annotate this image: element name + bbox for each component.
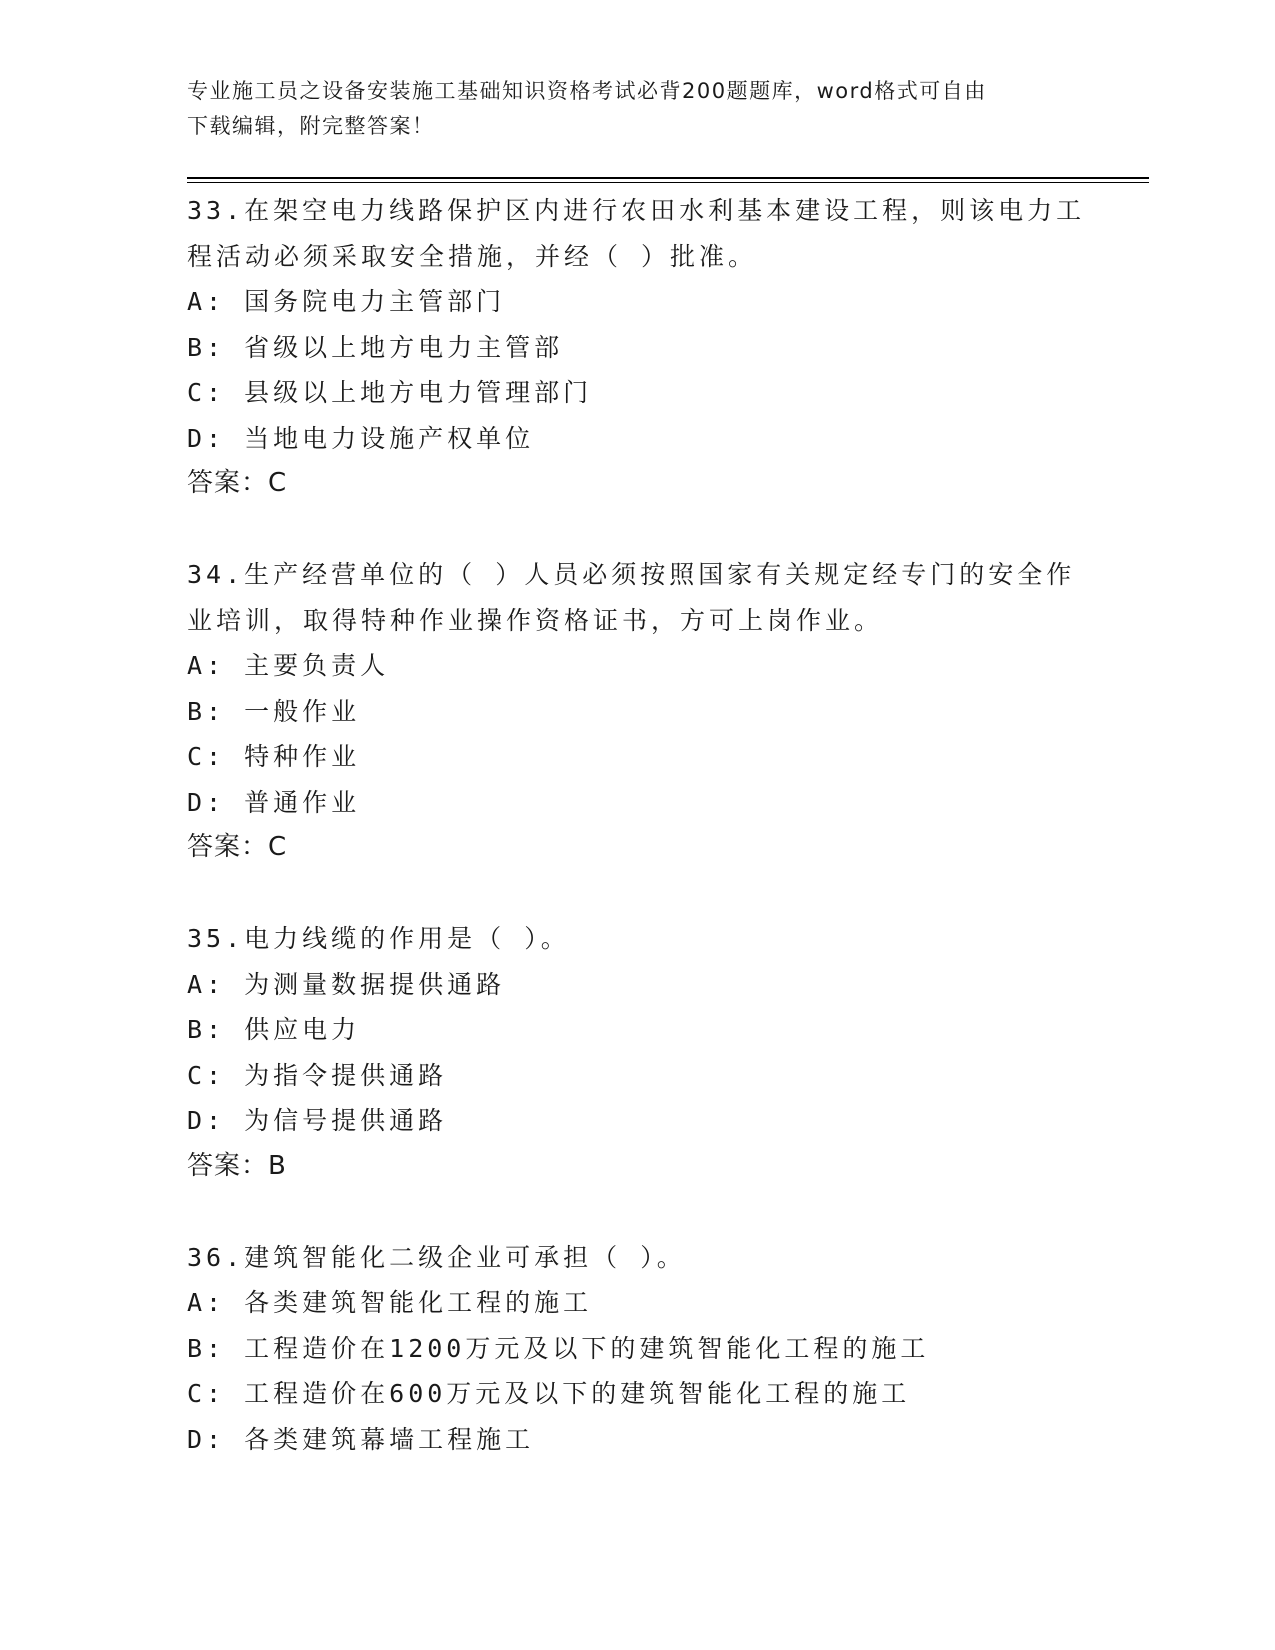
spacer xyxy=(187,507,1087,553)
spacer xyxy=(187,871,1087,917)
question-list xyxy=(187,188,1087,1462)
question-33 xyxy=(187,188,1087,507)
option-c: C: 为指令提供通路 xyxy=(187,1060,448,1090)
question-35 xyxy=(187,916,1087,1189)
question-stem: 36.建筑智能化二级企业可承担（ ）。 xyxy=(187,1242,686,1272)
option-d: D: 各类建筑幕墙工程施工 xyxy=(187,1424,535,1454)
option-a: A: 主要负责人 xyxy=(187,651,390,680)
option-c: C: 特种作业 xyxy=(187,742,361,771)
header-line-2: 下载编辑，附完整答案！ xyxy=(187,114,435,138)
question-36 xyxy=(187,1235,1087,1463)
question-stem: 34.生产经营单位的（ ）人员必须按照国家有关规定经专门的安全作 xyxy=(187,560,1076,589)
question-stem: 35.电力线缆的作用是（ ）。 xyxy=(187,924,570,953)
answer-line: 答案：C xyxy=(187,832,288,862)
header-rule-thin xyxy=(187,182,1149,183)
header-rule-thick xyxy=(187,177,1149,179)
option-b: B: 省级以上地方电力主管部 xyxy=(187,332,564,362)
document-header xyxy=(187,74,1087,144)
option-b: B: 工程造价在1200万元及以下的建筑智能化工程的施工 xyxy=(187,1333,930,1363)
option-a: A: 国务院电力主管部门 xyxy=(187,287,506,316)
header-line-1: 专业施工员之设备安装施工基础知识资格考试必背200题题库，word格式可自由 xyxy=(187,79,987,103)
option-d: D: 为信号提供通路 xyxy=(187,1106,448,1135)
option-b: B: 供应电力 xyxy=(187,1015,361,1044)
option-a: A: 为测量数据提供通路 xyxy=(187,969,506,999)
option-d: D: 普通作业 xyxy=(187,787,361,817)
answer-line: 答案：C xyxy=(187,468,288,498)
option-d: D: 当地电力设施产权单位 xyxy=(187,423,535,453)
option-b: B: 一般作业 xyxy=(187,696,361,726)
spacer xyxy=(187,1189,1087,1235)
question-stem: 程活动必须采取安全措施，并经（ ）批准。 xyxy=(187,241,758,271)
option-c: C: 县级以上地方电力管理部门 xyxy=(187,378,593,407)
option-c: C: 工程造价在600万元及以下的建筑智能化工程的施工 xyxy=(187,1379,911,1408)
question-34 xyxy=(187,552,1087,871)
question-stem: 业培训，取得特种作业操作资格证书，方可上岗作业。 xyxy=(187,605,884,635)
option-a: A: 各类建筑智能化工程的施工 xyxy=(187,1288,593,1317)
answer-line: 答案：B xyxy=(187,1150,287,1181)
question-stem: 33.在架空电力线路保护区内进行农田水利基本建设工程，则该电力工 xyxy=(187,196,1086,225)
